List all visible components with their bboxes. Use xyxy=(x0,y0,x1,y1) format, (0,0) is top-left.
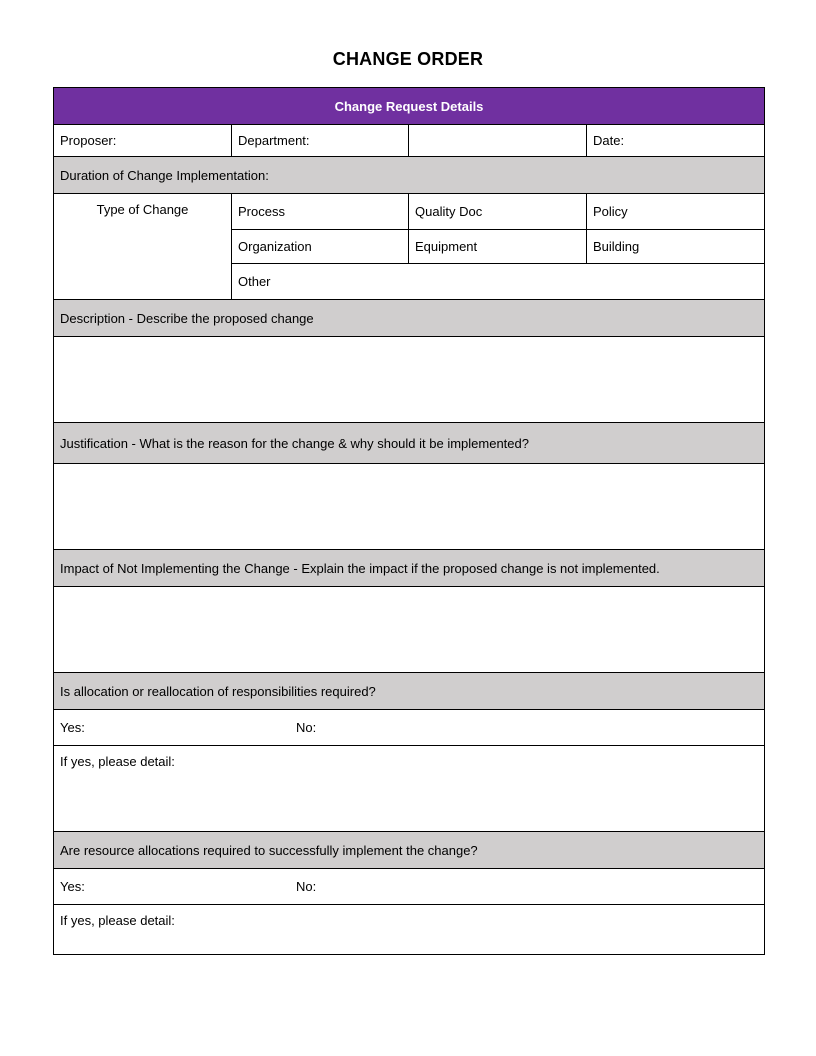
department-field[interactable]: Department: xyxy=(232,125,409,157)
option-quality-doc[interactable]: Quality Doc xyxy=(409,194,587,230)
responsibilities-question: Is allocation or reallocation of responsibilities required? xyxy=(54,673,765,710)
impact-label: Impact of Not Implementing the Change - Explain the impact if the proposed change is not implemented. xyxy=(54,550,765,587)
impact-input[interactable] xyxy=(54,587,765,673)
duration-field[interactable]: Duration of Change Implementation: xyxy=(54,157,765,194)
resources-yn-row xyxy=(54,869,765,905)
responsibilities-no-field[interactable]: No: xyxy=(296,720,317,735)
responsibilities-yes-field[interactable]: Yes: xyxy=(60,720,85,735)
duration-row xyxy=(54,157,765,194)
proposer-field[interactable]: Proposer: xyxy=(54,125,232,157)
resources-yes-no xyxy=(54,869,765,905)
impact-header-row xyxy=(54,550,765,587)
responsibilities-detail-row xyxy=(54,746,765,832)
page-title: CHANGE ORDER xyxy=(332,49,484,69)
option-equipment[interactable]: Equipment xyxy=(409,230,587,264)
resources-no-field[interactable]: No: xyxy=(296,879,317,894)
resources-header-row xyxy=(54,832,765,869)
option-building[interactable]: Building xyxy=(587,230,765,264)
option-organization[interactable]: Organization xyxy=(232,230,409,264)
justification-body-row xyxy=(54,464,765,550)
impact-body-row xyxy=(54,587,765,673)
justification-label: Justification - What is the reason for the change & why should it be implemented? xyxy=(54,423,765,464)
option-process[interactable]: Process xyxy=(232,194,409,230)
form-header-row xyxy=(54,88,765,125)
option-other[interactable]: Other xyxy=(232,264,765,300)
responsibilities-header-row xyxy=(54,673,765,710)
resources-yes-field[interactable]: Yes: xyxy=(60,879,85,894)
resources-detail-field[interactable]: If yes, please detail: xyxy=(54,905,765,955)
resources-question: Are resource allocations required to successfully implement the change? xyxy=(54,832,765,869)
department-value-field[interactable] xyxy=(409,125,587,157)
responsibilities-yn-row xyxy=(54,710,765,746)
description-header-row xyxy=(54,300,765,337)
type-of-change-label: Type of Change xyxy=(54,194,232,300)
change-order-form xyxy=(53,87,765,955)
description-input[interactable] xyxy=(54,337,765,423)
description-label: Description - Describe the proposed change xyxy=(54,300,765,337)
justification-input[interactable] xyxy=(54,464,765,550)
responsibilities-yes-no xyxy=(54,710,765,746)
info-row xyxy=(54,125,765,157)
responsibilities-detail-field[interactable]: If yes, please detail: xyxy=(54,746,765,832)
justification-header-row xyxy=(54,423,765,464)
form-header: Change Request Details xyxy=(54,88,765,125)
date-field[interactable]: Date: xyxy=(587,125,765,157)
type-row-1 xyxy=(54,194,765,230)
resources-detail-row xyxy=(54,905,765,955)
description-body-row xyxy=(54,337,765,423)
option-policy[interactable]: Policy xyxy=(587,194,765,230)
